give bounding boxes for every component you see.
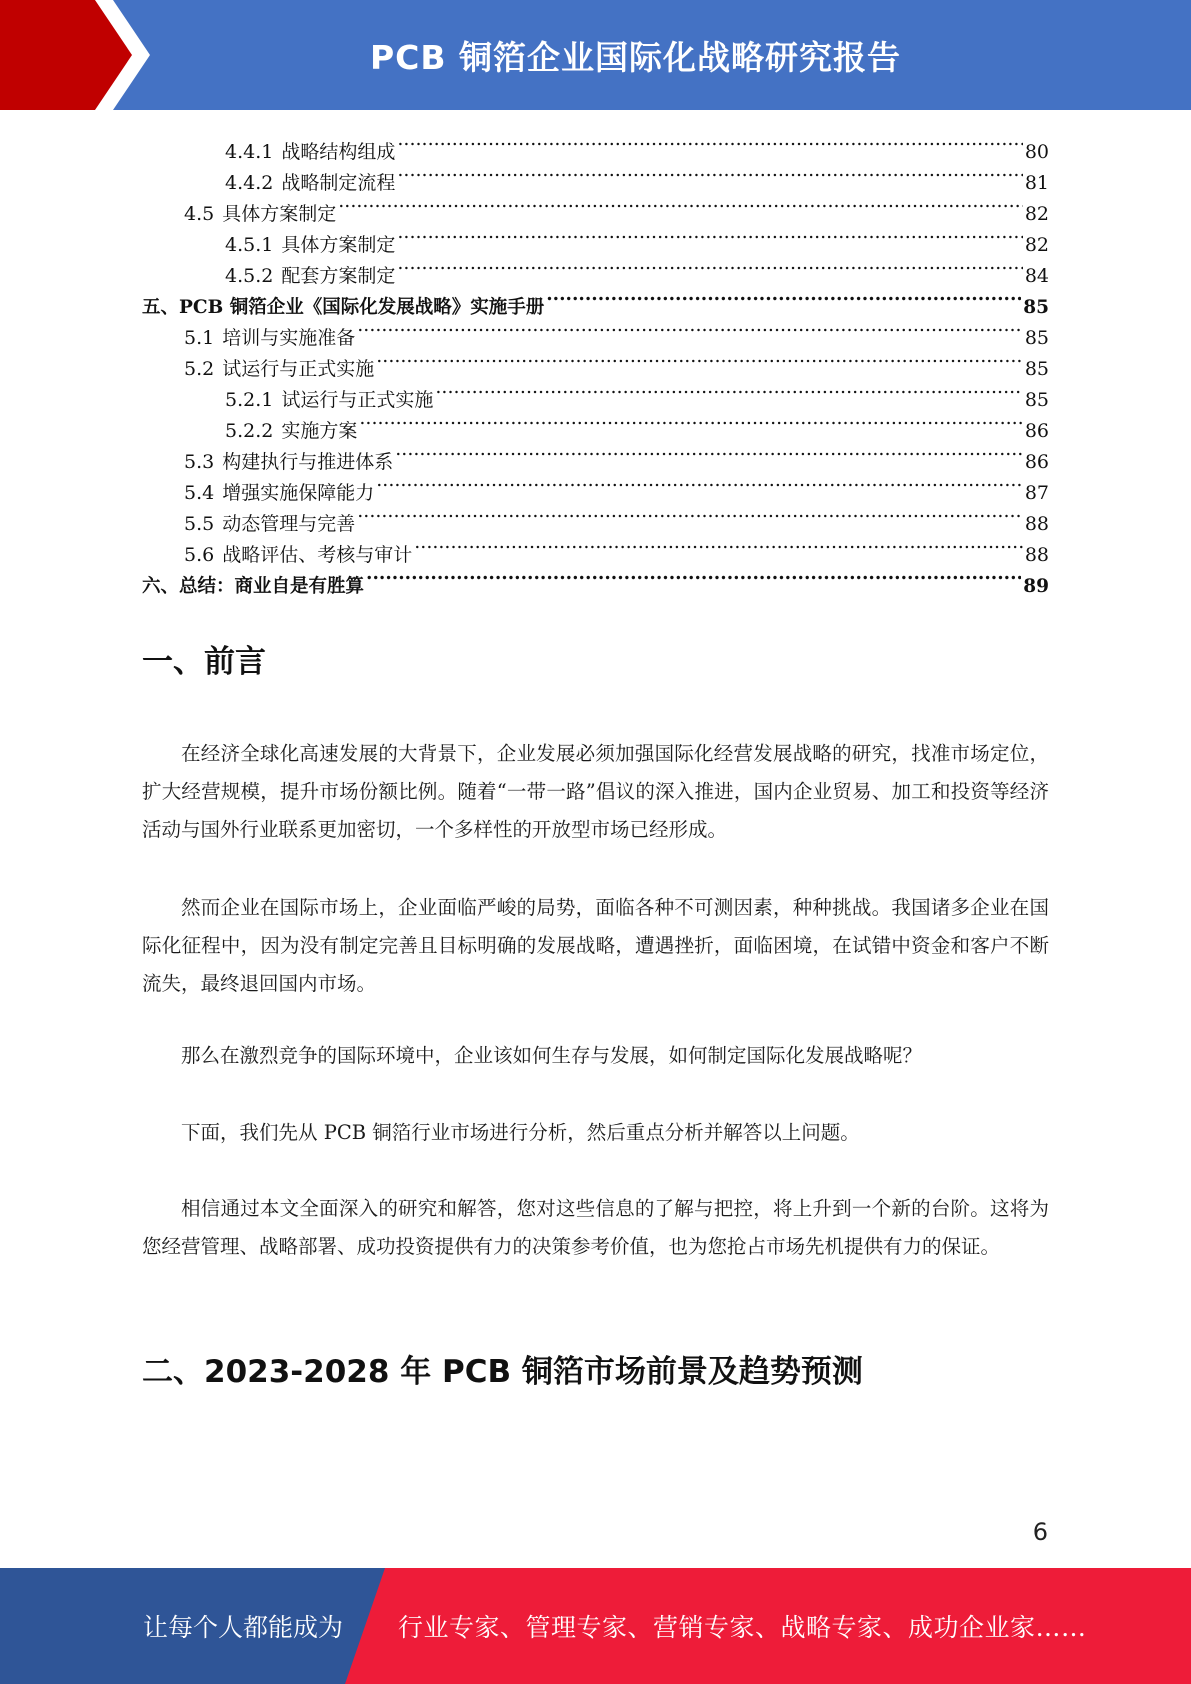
toc-dot-leader [338, 189, 1023, 220]
toc-entry[interactable] [142, 251, 1049, 287]
toc-dot-leader [357, 499, 1023, 530]
toc-entry-number: 4.4.1 [225, 141, 274, 163]
toc-entry-number: 4.4.2 [225, 172, 274, 194]
toc-entry-title: 战略制定流程 [281, 172, 396, 194]
toc-entry[interactable] [142, 127, 1049, 163]
page-number: 6 [1032, 1518, 1048, 1546]
toc-entry[interactable] [142, 406, 1049, 442]
toc-entry-title: 具体方案制定 [222, 203, 337, 225]
paragraph: 在经济全球化高速发展的大背景下，企业发展必须加强国际化经营发展战略的研究，找准市场定位，扩大经营规模，提升市场份额比例。随着“一带一路”倡议的深入推进，国内企业贸易、加工和投资等经济活动与国外行业联系更加密切，一个多样性的开放型市场已经形成。 [142, 742, 1049, 841]
toc-dot-leader [359, 406, 1022, 437]
toc-dot-leader [546, 282, 1021, 313]
toc-entry-number: 5.4 [184, 482, 215, 504]
toc-entry-title: 战略评估、考核与审计 [222, 544, 413, 566]
toc-entry-number: 4.5.2 [225, 265, 274, 287]
toc-entry[interactable] [142, 158, 1049, 194]
toc-dot-leader [435, 375, 1022, 406]
paragraph: 下面，我们先从 PCB 铜箔行业市场进行分析，然后重点分析并解答以上问题。 [181, 1121, 860, 1144]
header-title: PCB 铜箔企业国际化战略研究报告 [369, 37, 902, 77]
toc-entry-page: 85 [1023, 297, 1049, 318]
toc-entry-title: 试运行与正式实施 [222, 358, 375, 380]
toc-entry-number: 5.3 [184, 451, 215, 473]
toc-entry-page: 85 [1024, 358, 1049, 380]
toc-entry-title: 实施方案 [281, 420, 358, 442]
toc-entry[interactable] [142, 282, 1049, 318]
toc-entry-page: 86 [1024, 451, 1049, 473]
toc-entry[interactable] [142, 437, 1049, 473]
toc-entry-number: 5.6 [184, 544, 215, 566]
toc-entry-page: 82 [1024, 234, 1049, 256]
toc-entry-page: 85 [1024, 389, 1049, 411]
toc-dot-leader [395, 437, 1023, 468]
toc-dot-leader [376, 344, 1023, 375]
toc-dot-leader [397, 127, 1022, 158]
page-header [0, 0, 1191, 110]
toc-entry-page: 89 [1023, 576, 1049, 597]
toc-entry-number: 4.5.1 [225, 234, 274, 256]
toc-entry-page: 87 [1024, 482, 1049, 504]
toc-entry-page: 86 [1024, 420, 1049, 442]
toc-dot-leader [357, 313, 1023, 344]
paragraph: 相信通过本文全面深入的研究和解答，您对这些信息的了解与把控，将上升到一个新的台阶。这将为您经营管理、战略部署、成功投资提供有力的决策参考价值，也为您抢占市场先机提供有力的保证。 [142, 1197, 1049, 1258]
toc-entry-page: 88 [1024, 544, 1049, 566]
footer-slogan-right: 行业专家、管理专家、营销专家、战略专家、成功企业家…… [398, 1613, 1087, 1642]
toc-dot-leader [366, 561, 1021, 592]
toc-entry-page: 80 [1024, 141, 1049, 163]
toc-dot-leader [376, 468, 1023, 499]
toc-entry-page: 85 [1024, 327, 1049, 349]
toc-entry-title: 具体方案制定 [281, 234, 396, 256]
toc-entry-page: 88 [1024, 513, 1049, 535]
toc-entry-title: 六、总结：商业自是有胜算 [142, 576, 365, 597]
toc-dot-leader [397, 251, 1022, 282]
toc-entry-number: 4.5 [184, 203, 215, 225]
toc-entry-title: 战略结构组成 [281, 141, 396, 163]
toc-entry-title: 构建执行与推进体系 [222, 451, 394, 473]
toc-entry-title: 培训与实施准备 [222, 327, 356, 349]
toc-entry-number: 5.5 [184, 513, 215, 535]
toc-dot-leader [397, 158, 1022, 189]
toc-entry-page: 84 [1024, 265, 1049, 287]
toc-entry-title: 配套方案制定 [281, 265, 396, 287]
page-footer [0, 1568, 1191, 1684]
toc-entry-number: 5.1 [184, 327, 215, 349]
toc-entry-number: 5.2.1 [225, 389, 274, 411]
toc-entry-page: 82 [1024, 203, 1049, 225]
footer-slogan-left: 让每个人都能成为 [143, 1613, 344, 1642]
toc-entry-title: 动态管理与完善 [222, 513, 356, 535]
toc-entry-number: 5.2.2 [225, 420, 274, 442]
toc-dot-leader [414, 530, 1023, 561]
toc-entry-page: 81 [1024, 172, 1049, 194]
section-heading-market-forecast: 二、2023-2028 年 PCB 铜箔市场前景及趋势预测 [142, 1354, 863, 1390]
section-heading-preface: 一、前言 [142, 644, 266, 680]
toc-entry-title: 试运行与正式实施 [281, 389, 434, 411]
paragraph: 然而企业在国际市场上，企业面临严峻的局势，面临各种不可测因素，种种挑战。我国诸多企业在国际化征程中，因为没有制定完善且目标明确的发展战略，遭遇挫折，面临困境，在试错中资金和客户不断流失，最终退回国内市场。 [142, 896, 1049, 995]
table-of-contents [142, 127, 1049, 597]
toc-entry-number: 5.2 [184, 358, 215, 380]
toc-dot-leader [397, 220, 1022, 251]
header-red-arrow [0, 0, 150, 110]
paragraph: 那么在激烈竞争的国际环境中，企业该如何生存与发展，如何制定国际化发展战略呢？ [181, 1044, 923, 1067]
toc-entry-title: 增强实施保障能力 [222, 482, 375, 504]
toc-entry-title: 五、PCB 铜箔企业《国际化发展战略》实施手册 [142, 297, 545, 318]
toc-entry[interactable] [142, 189, 1049, 225]
